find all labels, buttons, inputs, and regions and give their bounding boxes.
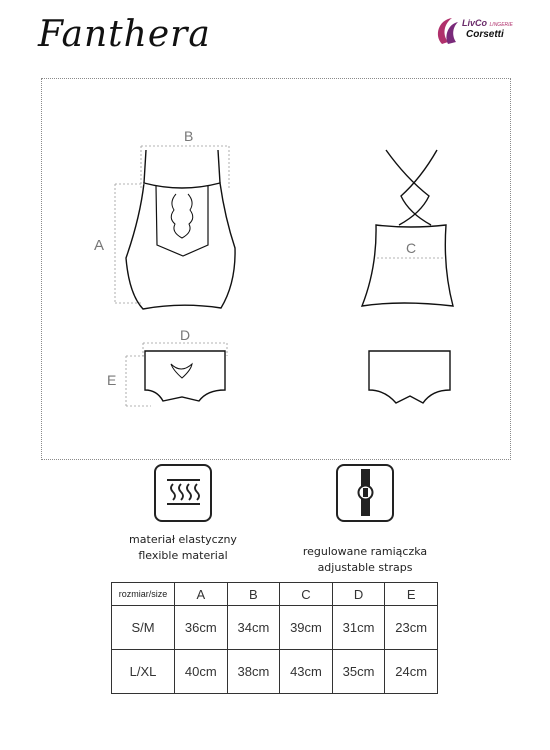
dimension-b-marker: [141, 146, 229, 188]
table-cell: 38cm: [227, 650, 280, 694]
table-cell: 31cm: [332, 606, 385, 650]
size-col-e: E: [385, 583, 438, 606]
garment-diagram: [41, 78, 511, 460]
table-cell: 23cm: [385, 606, 438, 650]
table-cell: 36cm: [175, 606, 228, 650]
table-cell: 35cm: [332, 650, 385, 694]
table-row: [112, 650, 438, 694]
product-title: Fanthera: [38, 14, 211, 55]
top-back-drawing: [362, 150, 453, 306]
table-row: [112, 606, 438, 650]
size-label: S/M: [112, 606, 175, 650]
size-label: L/XL: [112, 650, 175, 694]
table-cell: 34cm: [227, 606, 280, 650]
table-cell: 24cm: [385, 650, 438, 694]
feature-straps-label-en: adjustable straps: [317, 561, 413, 574]
brand-lingerie-label: LINGERIE: [489, 22, 513, 28]
brand-logo: [432, 14, 528, 48]
size-col-a: A: [175, 583, 228, 606]
label-d: D: [180, 327, 191, 343]
brand-name-corsetti: Corsetti: [466, 29, 504, 40]
table-cell: 43cm: [280, 650, 333, 694]
label-e: E: [107, 372, 117, 388]
feature-elastic-label-pl: materiał elastyczny: [129, 533, 237, 546]
shorts-front-drawing: [145, 351, 225, 401]
label-c: C: [406, 240, 417, 256]
elastic-material-icon: [154, 464, 212, 522]
feature-elastic-label-en: flexible material: [138, 549, 228, 562]
size-col-d: D: [332, 583, 385, 606]
feature-straps: [285, 464, 445, 576]
top-front-drawing: [126, 150, 235, 309]
size-table-header: [112, 583, 438, 606]
feature-straps-label-pl: regulowane ramiączka: [302, 545, 428, 558]
dimension-e-marker: [126, 356, 151, 406]
dimension-d-marker: [143, 343, 227, 356]
size-table-corner: rozmiar/size: [112, 583, 175, 606]
adjustable-strap-icon: [336, 464, 394, 522]
size-col-c: C: [280, 583, 333, 606]
table-cell: 39cm: [280, 606, 333, 650]
label-b: B: [184, 128, 194, 144]
shorts-back-drawing: [369, 351, 450, 403]
size-col-b: B: [227, 583, 280, 606]
feature-elastic: [108, 464, 258, 564]
size-table: [111, 582, 438, 694]
brand-name-livco: LivCo: [462, 18, 488, 28]
label-a: A: [94, 237, 105, 254]
table-cell: 40cm: [175, 650, 228, 694]
